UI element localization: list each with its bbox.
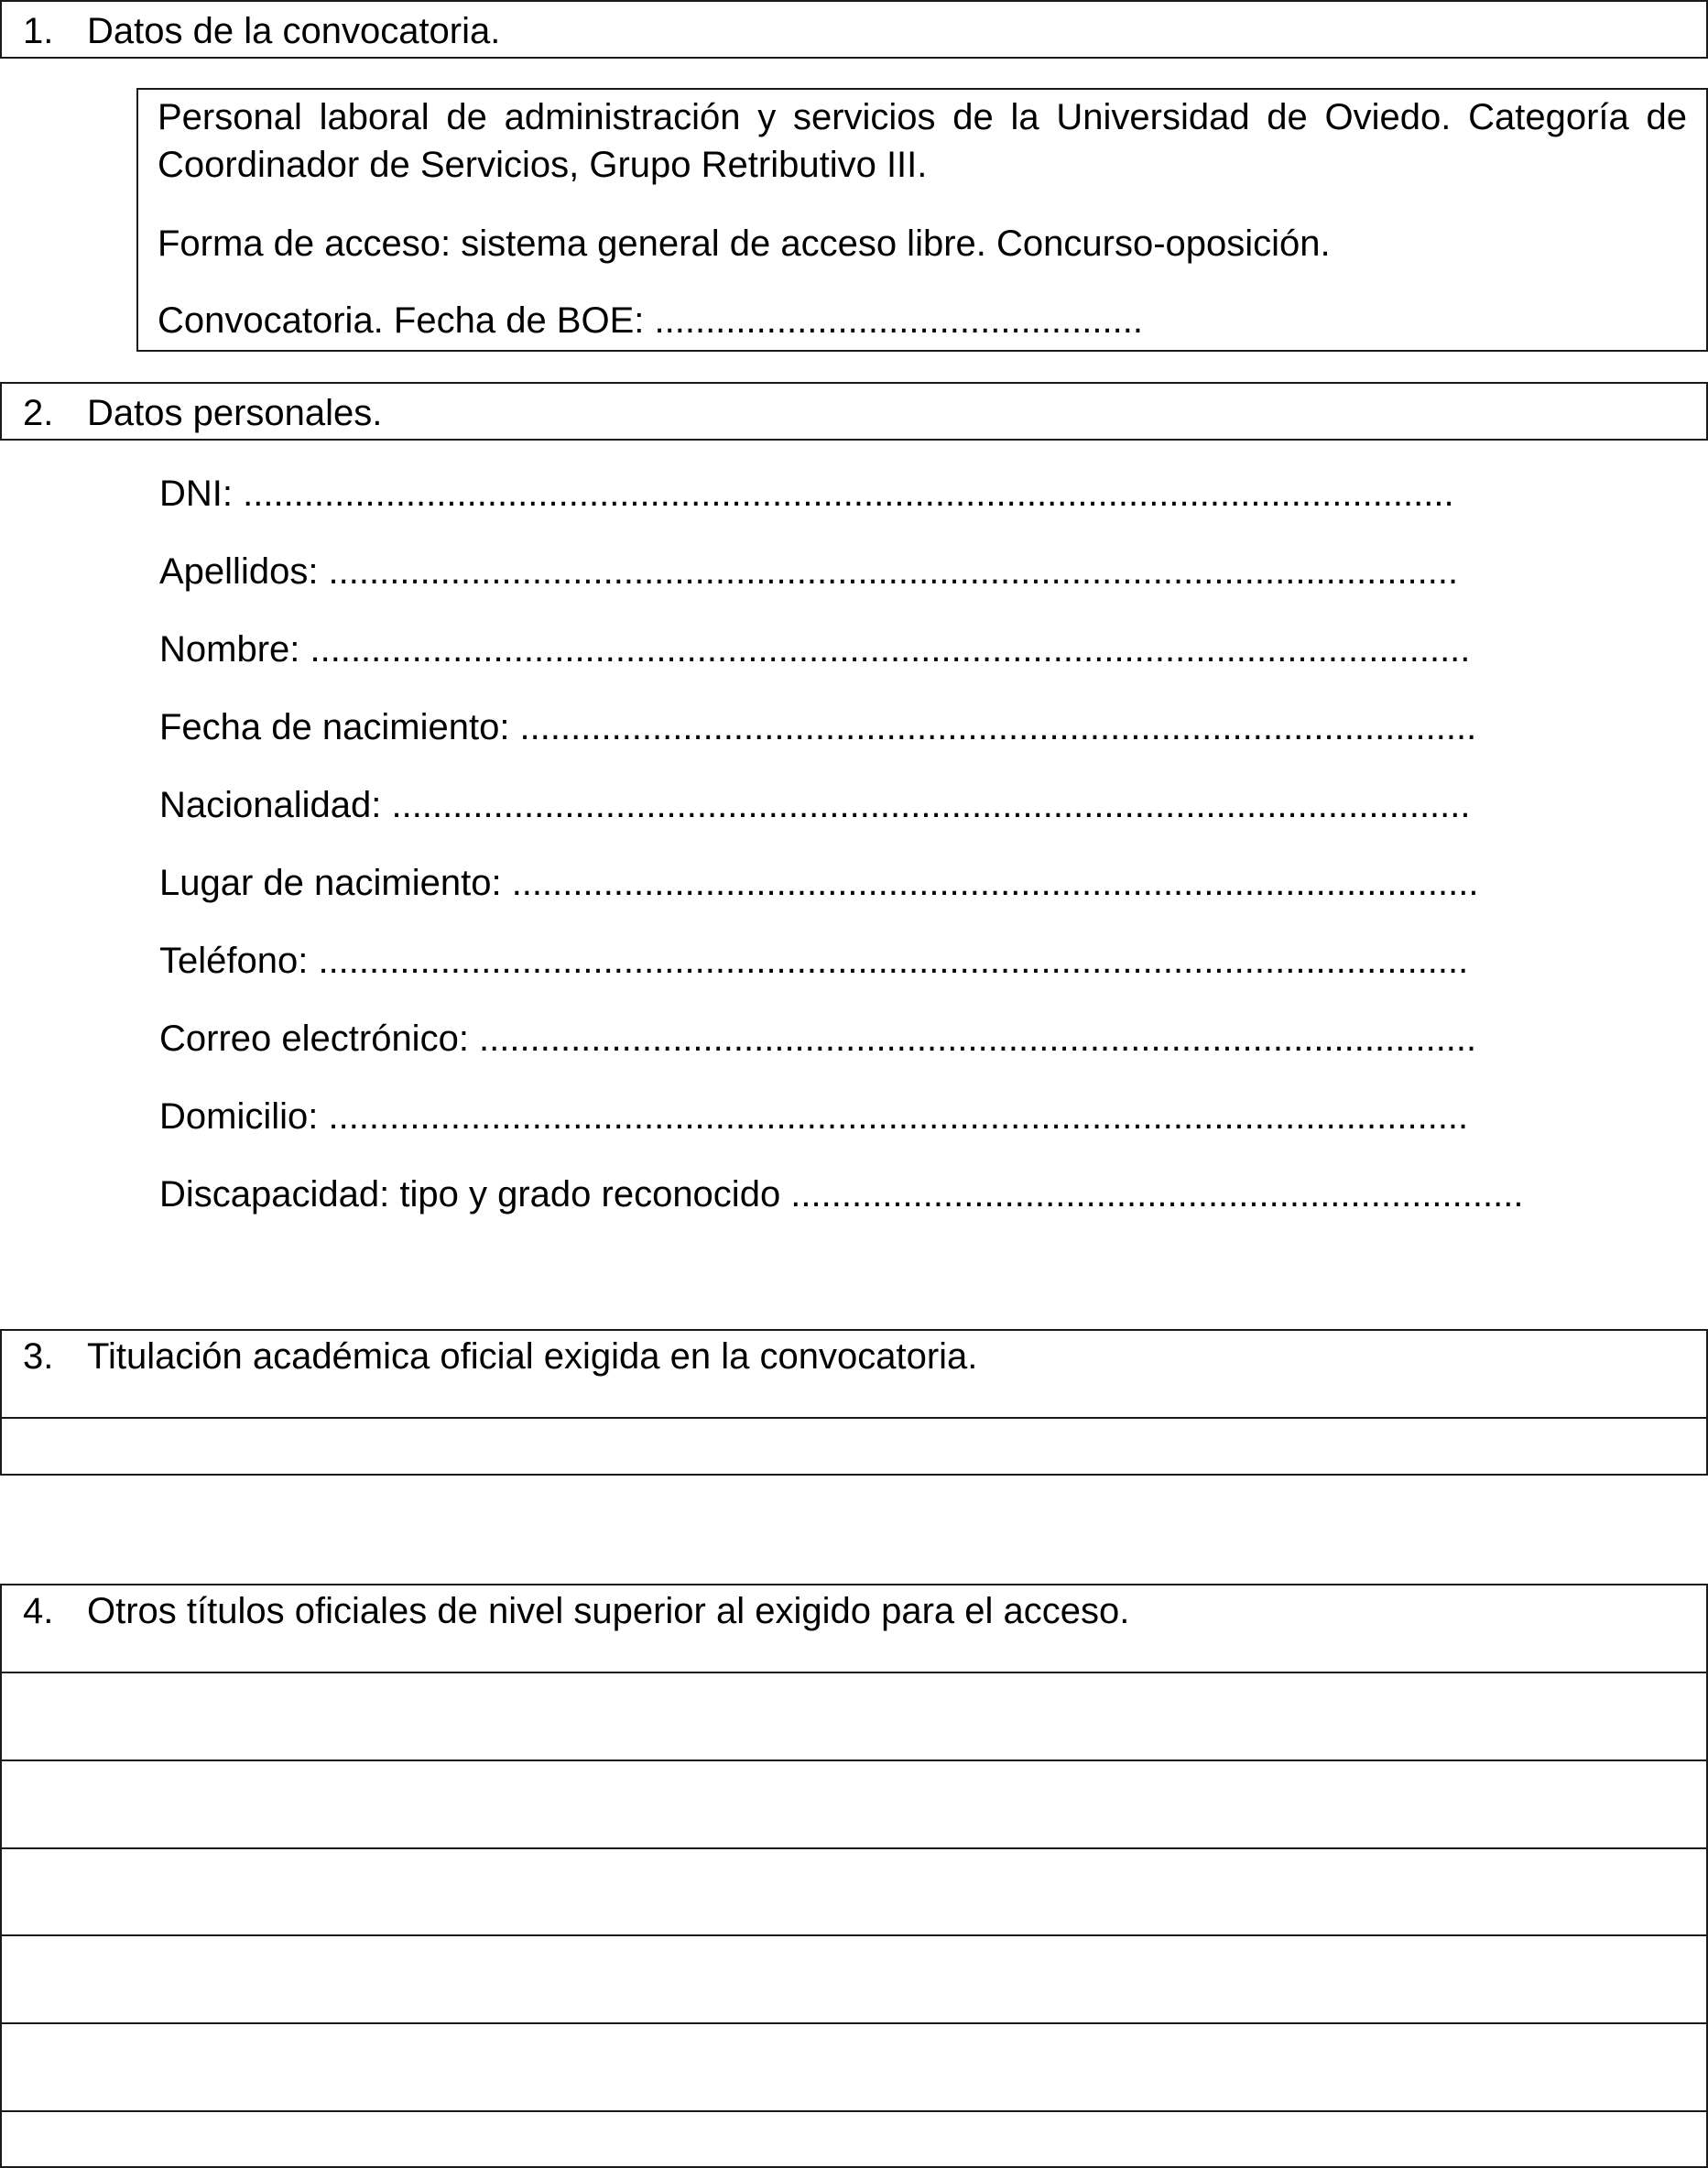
section-4-entry-row[interactable] — [2, 1672, 1706, 1759]
section-3-table — [0, 1329, 1708, 1476]
boe-date-field[interactable]: Convocatoria. Fecha de BOE: ................................................ — [158, 300, 1143, 341]
section-4-table — [0, 1584, 1708, 2168]
birthplace-field[interactable]: Lugar de nacimiento: ............................................................................................... — [159, 863, 1479, 903]
dni-field[interactable]: DNI: ....................................................................................................................... — [159, 474, 1454, 514]
section-4-entry-row[interactable] — [2, 2110, 1706, 2168]
convocatoria-description-line-1: Personal laboral de administración y servicios de la Universidad de Oviedo. Categoría de — [158, 97, 1687, 137]
disability-field[interactable]: Discapacidad: tipo y grado reconocido ........................................................................ — [159, 1174, 1524, 1215]
nombre-field[interactable]: Nombre: .................................................................................................................. — [159, 629, 1471, 670]
nationality-field[interactable]: Nacionalidad: .......................................................................................................... — [159, 785, 1471, 825]
apellidos-field[interactable]: Apellidos: ............................................................................................................... — [159, 551, 1459, 592]
section-2-title: Datos personales. — [87, 393, 383, 433]
section-4-entry-row[interactable] — [2, 1934, 1706, 2022]
section-4-number: 4. — [23, 1591, 54, 1631]
section-3-title: Titulación académica oficial exigida en la convocatoria. — [87, 1336, 978, 1377]
section-2-number: 2. — [23, 393, 54, 433]
access-form-text: Forma de acceso: sistema general de acceso libre. Concurso-oposición. — [158, 223, 1331, 264]
section-4-title: Otros títulos oficiales de nivel superior al exigido para el acceso. — [87, 1591, 1130, 1631]
section-4-entry-row[interactable] — [2, 1847, 1706, 1935]
phone-field[interactable]: Teléfono: ................................................................................................................. — [159, 941, 1469, 981]
address-field[interactable]: Domicilio: ................................................................................................................ — [159, 1096, 1469, 1137]
section-3-entry-row[interactable] — [2, 1417, 1706, 1476]
convocatoria-description-line-2: Coordinador de Servicios, Grupo Retributivo III. — [158, 145, 928, 185]
section-4-entry-row[interactable] — [2, 1759, 1706, 1847]
section-1-number: 1. — [23, 11, 54, 51]
section-1-header — [0, 0, 1708, 59]
section-2-header — [0, 382, 1708, 441]
section-1-title: Datos de la convocatoria. — [87, 11, 501, 51]
section-3-number: 3. — [23, 1336, 54, 1377]
birth-date-field[interactable]: Fecha de nacimiento: .............................................................................................. — [159, 707, 1477, 747]
email-field[interactable]: Correo electrónico: .................................................................................................. — [159, 1019, 1477, 1059]
section-4-entry-row[interactable] — [2, 2022, 1706, 2110]
